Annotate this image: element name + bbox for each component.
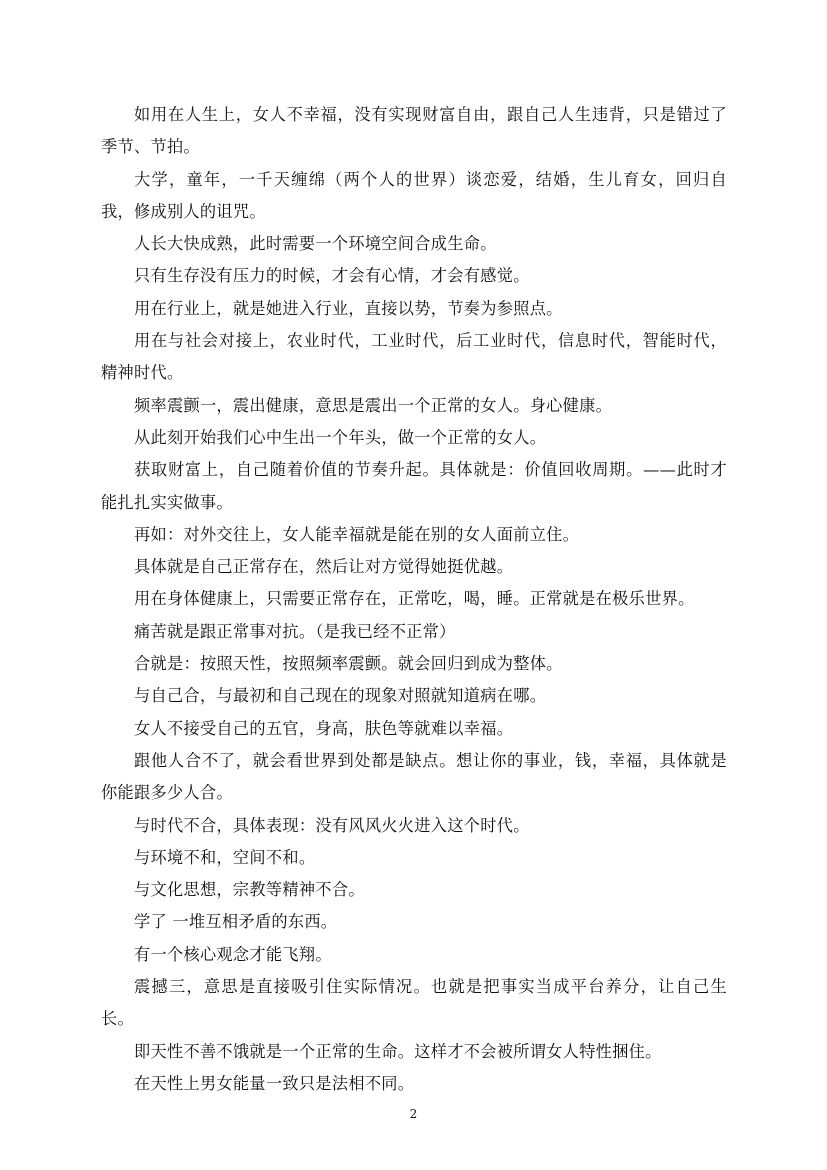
paragraph-4: 只有生存没有压力的时候，才会有心情，才会有感觉。 xyxy=(134,266,530,286)
paragraph-19: 与环境不和，空间不和。 xyxy=(134,847,316,867)
paragraph-13: 痛苦就是跟正常事对抗。（是我已经不正常） xyxy=(134,621,456,641)
paragraph-6: 用在与社会对接上，农业时代，工业时代，后工业时代，信息时代，智能时代，精神时代。 xyxy=(101,331,727,383)
paragraph-2: 大学，童年，一千天缠绵（两个人的世界）谈恋爱，结婚，生儿育女，回归自我，修成别人的诅咒。 xyxy=(101,169,727,221)
paragraph-15: 与自己合，与最初和自己现在的现象对照就知道病在哪。 xyxy=(134,686,547,706)
paragraph-1: 如用在人生上，女人不幸福，没有实现财富自由，跟自己人生违背，只是错过了季节、节拍。 xyxy=(101,105,727,157)
paragraph-11: 具体就是自己正常存在，然后让对方觉得她挺优越。 xyxy=(134,557,514,577)
paragraph-17: 跟他人合不了，就会看世界到处都是缺点。想让你的事业，钱，幸福，具体就是你能跟多少人合。 xyxy=(101,750,727,803)
paragraph-7: 频率震颤一，震出健康，意思是震出一个正常的女人。身心健康。 xyxy=(134,395,613,415)
paragraph-12: 用在身体健康上，只需要正常存在，正常吃，喝，睡。正常就是在极乐世界。 xyxy=(134,589,695,609)
paragraph-18: 与时代不合，具体表现：没有风风火火进入这个时代。 xyxy=(134,815,530,835)
paragraph-8: 从此刻开始我们心中生出一个年头，做一个正常的女人。 xyxy=(134,427,547,447)
paragraph-14: 合就是：按照天性，按照频率震颤。就会回归到成为整体。 xyxy=(134,654,563,674)
page-number: 2 xyxy=(409,1107,418,1121)
body-text xyxy=(101,99,727,1100)
paragraph-3: 人长大快成熟，此时需要一个环境空间合成生命。 xyxy=(134,234,497,254)
paragraph-25: 在天性上男女能量一致只是法相不同。 xyxy=(134,1073,415,1093)
paragraph-21: 学了 一堆互相矛盾的东西。 xyxy=(134,912,338,932)
paragraph-10: 再如：对外交往上，女人能幸福就是能在别的女人面前立住。 xyxy=(134,524,580,544)
paragraph-24: 即天性不善不饿就是一个正常的生命。这样才不会被所谓女人特性捆住。 xyxy=(134,1041,662,1061)
paragraph-5: 用在行业上，就是她进入行业，直接以势，节奏为参照点。 xyxy=(134,298,563,318)
paragraph-23: 震撼三，意思是直接吸引住实际情况。也就是把事实当成平台养分，让自己生长。 xyxy=(101,977,727,1029)
paragraph-20: 与文化思想，宗教等精神不合。 xyxy=(134,880,365,900)
paragraph-9: 获取财富上，自己随着价值的节奏升起。具体就是：价值回收周期。——此时才能扎扎实实做事。 xyxy=(101,460,727,512)
paragraph-16: 女人不接受自己的五官，身高，肤色等就难以幸福。 xyxy=(134,718,514,738)
paragraph-22: 有一个核心观念才能飞翔。 xyxy=(134,944,332,964)
